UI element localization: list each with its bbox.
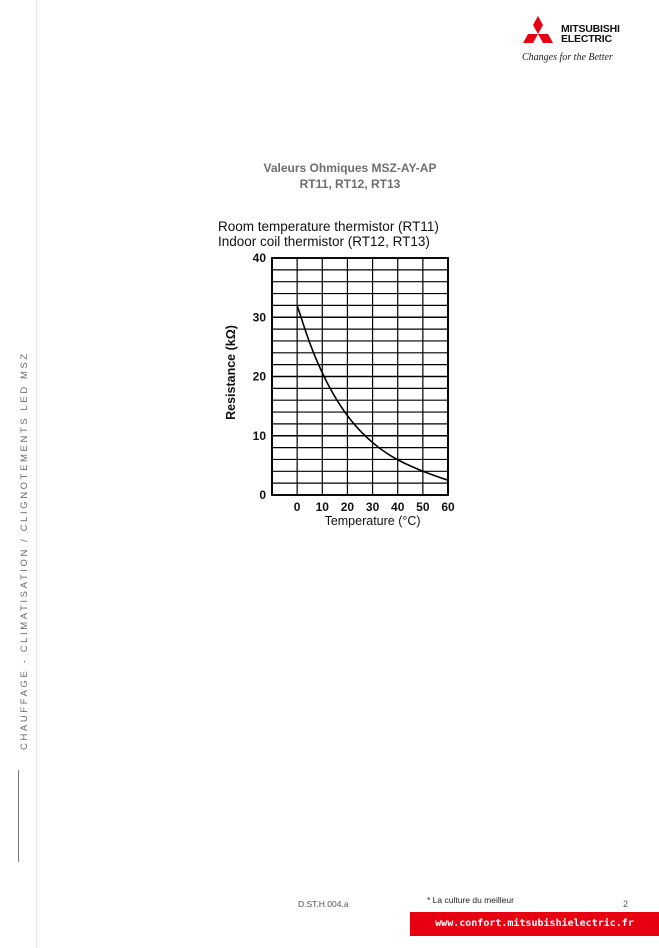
website-link[interactable]: www.confort.mitsubishielectric.fr <box>435 918 634 929</box>
sidebar-divider <box>18 770 19 862</box>
y-axis-label: Resistance (kΩ) <box>224 325 238 420</box>
sidebar-vertical-text: CHAUFFAGE - CLIMATISATION / CLIGNOTEMENTS LED MSZ <box>19 351 30 750</box>
chart-title-line1: Room temperature thermistor (RT11) <box>218 219 439 234</box>
document-title-line2: RT11, RT12, RT13 <box>299 177 401 191</box>
y-tick-label: 30 <box>252 310 266 325</box>
brand-name-line2: ELECTRIC <box>561 33 612 45</box>
x-tick-label: 50 <box>416 500 430 514</box>
mitsubishi-logo <box>520 16 640 66</box>
y-tick-label: 10 <box>252 428 266 443</box>
x-tick-label: 20 <box>340 500 355 514</box>
chart-grid <box>272 258 448 495</box>
x-tick-label: 60 <box>441 500 455 514</box>
x-axis-label: Temperature (°C) <box>324 514 421 528</box>
y-tick-label: 40 <box>252 251 266 265</box>
brand-name-line1: MITSUBISHI <box>561 23 620 35</box>
x-tick-label: 10 <box>315 500 329 514</box>
brand-name <box>561 24 620 44</box>
chart-title-line2: Indoor coil thermistor (RT12, RT13) <box>218 234 430 249</box>
resistance-chart <box>200 248 465 538</box>
y-tick-label: 20 <box>252 369 266 384</box>
document-title-line1: Valeurs Ohmiques MSZ-AY-AP <box>263 161 437 175</box>
x-tick-label: 30 <box>365 500 380 514</box>
chart-ticks <box>253 251 455 514</box>
page-number: 2 <box>623 899 629 909</box>
document-title <box>150 160 550 192</box>
x-tick-label: 40 <box>391 500 405 514</box>
document-code: D.ST.H.004.a <box>298 899 349 909</box>
x-tick-label: 0 <box>293 500 301 514</box>
motto: * La culture du meilleur <box>427 895 514 905</box>
y-tick-label: 0 <box>259 488 266 502</box>
chart-title <box>218 219 439 249</box>
three-diamonds-icon <box>520 16 556 52</box>
brand-tagline: Changes for the Better <box>522 52 613 63</box>
website-banner <box>410 912 659 936</box>
